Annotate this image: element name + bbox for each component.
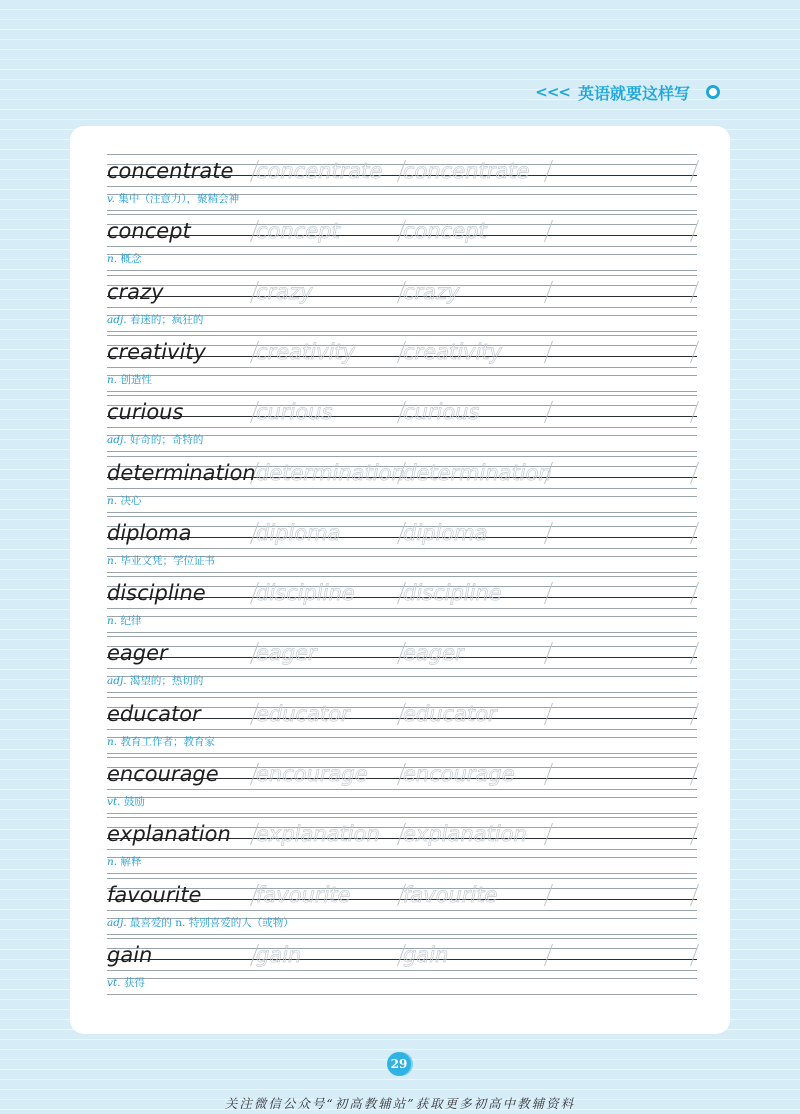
ruling-line (107, 938, 697, 939)
vocab-entry (107, 154, 697, 214)
ruling-line (107, 697, 697, 698)
vocab-entry (107, 214, 697, 274)
ruling-line (107, 970, 697, 971)
vocab-entry (107, 938, 697, 998)
vocab-word: favourite (107, 882, 202, 907)
trace-word: favourite (256, 882, 351, 907)
vocab-entry (107, 335, 697, 395)
vocab-meaning (107, 372, 152, 388)
ruling-line (107, 246, 697, 247)
vocab-meaning (107, 432, 203, 448)
part-of-speech: n. (107, 615, 118, 628)
trace-word: gain (256, 942, 302, 967)
vocab-word: educator (107, 701, 201, 726)
ruling-line (107, 572, 697, 573)
ruling-line (107, 275, 697, 276)
ruling-line (107, 451, 697, 452)
trace-word: explanation (256, 822, 380, 847)
vocab-meaning (107, 854, 141, 870)
chevrons-left-icon: <<< (535, 83, 570, 101)
definition: 决心 (117, 494, 142, 507)
trace-word: educator (256, 701, 350, 726)
trace-word: diploma (256, 520, 341, 545)
vocab-meaning (107, 312, 203, 328)
ruling-line (107, 668, 697, 669)
trace-word: crazy (403, 279, 460, 304)
vocab-word: determination (107, 460, 256, 485)
trace-word: favourite (403, 882, 498, 907)
ruling-line (107, 516, 697, 517)
part-of-speech: adj. (107, 916, 127, 929)
trace-word: explanation (403, 822, 527, 847)
vocab-meaning (107, 915, 294, 931)
ruling-line (107, 210, 697, 211)
ruling-line (107, 608, 697, 609)
vocab-entry (107, 636, 697, 696)
vocab-entry (107, 757, 697, 817)
vocab-meaning (107, 613, 141, 629)
ruling-line (107, 375, 697, 376)
ruling-line (107, 729, 697, 730)
part-of-speech: vt. (107, 976, 121, 989)
ruling-line (107, 186, 697, 187)
ruling-line (107, 395, 697, 396)
vocab-word: gain (107, 942, 153, 967)
definition: 纪律 (117, 615, 142, 628)
vocab-entry (107, 576, 697, 636)
footer-note: 关注微信公众号“初高教辅站”获取更多初高中教辅资料 (224, 1096, 576, 1111)
vocab-word: crazy (107, 279, 164, 304)
ruling-line (107, 616, 697, 617)
vocab-entry (107, 395, 697, 455)
part-of-speech: adj. (107, 434, 127, 447)
definition: 着迷的；疯狂的 (126, 313, 204, 326)
part-of-speech: n. (107, 735, 118, 748)
vocab-meaning (107, 251, 141, 267)
ruling-line (107, 994, 697, 995)
ring-icon (706, 85, 720, 99)
vocab-word: diploma (107, 520, 192, 545)
definition: 教育工作者；教育家 (117, 735, 215, 748)
ruling-line (107, 331, 697, 332)
definition: 获得 (120, 976, 145, 989)
ruling-line (107, 657, 697, 658)
trace-word: creativity (403, 339, 502, 364)
vocab-entry (107, 697, 697, 757)
definition: 鼓励 (120, 796, 145, 808)
trace-word: concentrate (256, 159, 383, 183)
vocab-entry (107, 817, 697, 877)
ruling-line (107, 307, 697, 308)
ruling-line (107, 214, 697, 215)
trace-word: gain (403, 942, 449, 967)
definition: 毕业文凭；学位证书 (117, 554, 215, 567)
trace-word: discipline (403, 581, 502, 606)
ruling-line (107, 488, 697, 489)
vocab-meaning (107, 734, 215, 750)
definition: 集中（注意力），聚精会神 (115, 193, 240, 205)
part-of-speech: adj. (107, 675, 127, 688)
trace-word: concept (256, 219, 340, 244)
trace-word: diploma (403, 520, 488, 545)
trace-word: concentrate (403, 159, 530, 183)
trace-word: crazy (256, 279, 313, 304)
vocab-entry (107, 878, 697, 938)
vocab-word: curious (107, 400, 184, 425)
trace-word: eager (403, 641, 464, 666)
part-of-speech: vt. (107, 796, 121, 808)
ruling-line (107, 296, 697, 297)
ruling-line (107, 285, 697, 286)
definition: 渴望的；热切的 (126, 675, 204, 688)
ruling-line (107, 632, 697, 633)
ruling-line (107, 391, 697, 392)
part-of-speech: n. (107, 373, 118, 386)
trace-word: creativity (256, 339, 355, 364)
vocab-word: concentrate (107, 159, 234, 183)
ruling-line (107, 910, 697, 911)
trace-word: discipline (256, 581, 355, 606)
trace-word: curious (403, 400, 480, 425)
definition: 最喜爱的 n. 特别喜爱的人（或物） (126, 916, 294, 929)
ruling-line (107, 270, 697, 271)
trace-word: concept (403, 219, 487, 244)
ruling-line (107, 427, 697, 428)
ruling-line (107, 692, 697, 693)
vocab-word: concept (107, 219, 191, 244)
definition: 解释 (117, 856, 142, 869)
part-of-speech: n. (107, 494, 118, 507)
vocab-meaning (107, 493, 141, 509)
part-of-speech: n. (107, 856, 118, 869)
ruling-line (107, 496, 697, 497)
trace-word: encourage (256, 762, 368, 786)
vocab-meaning (107, 975, 145, 991)
ruling-line (107, 254, 697, 255)
page-number: 29 (387, 1052, 411, 1076)
definition: 概念 (117, 253, 142, 266)
ruling-line (107, 512, 697, 513)
vocab-entry (107, 456, 697, 516)
vocab-meaning (107, 553, 215, 569)
section-title: 英语就要这样写 (577, 83, 690, 103)
ruling-line (107, 456, 697, 457)
ruling-line (107, 576, 697, 577)
vocab-meaning (107, 673, 203, 689)
ruling-line (107, 753, 697, 754)
trace-word: educator (403, 701, 497, 726)
ruling-line (107, 817, 697, 818)
vocab-word: creativity (107, 339, 206, 364)
ruling-line (107, 367, 697, 368)
part-of-speech: n. (107, 253, 118, 266)
part-of-speech: adj. (107, 313, 127, 326)
trace-word: encourage (403, 762, 515, 786)
ruling-line (107, 797, 697, 798)
vocab-meaning (107, 191, 239, 207)
vocab-word: explanation (107, 822, 231, 847)
vocab-word: discipline (107, 581, 206, 606)
vocab-word: encourage (107, 762, 219, 786)
vocab-entry (107, 275, 697, 335)
vocab-meaning (107, 794, 145, 810)
vocab-word: eager (107, 641, 168, 666)
trace-word: determination (256, 460, 405, 485)
trace-word: determination (403, 460, 552, 485)
trace-word: eager (256, 641, 317, 666)
ruling-line (107, 235, 697, 236)
ruling-line (107, 849, 697, 850)
vocab-entry (107, 516, 697, 576)
ruling-line (107, 757, 697, 758)
ruling-line (107, 548, 697, 549)
ruling-line (107, 873, 697, 874)
definition: 创造性 (117, 373, 152, 386)
trace-word: curious (256, 400, 333, 425)
ruling-line (107, 878, 697, 879)
ruling-line (107, 537, 697, 538)
ruling-line (107, 154, 697, 155)
ruling-line (107, 789, 697, 790)
ruling-line (107, 959, 697, 960)
part-of-speech: v. (107, 193, 116, 205)
ruling-line (107, 978, 697, 979)
ruling-line (107, 335, 697, 336)
section-header (535, 80, 720, 104)
ruling-line (107, 416, 697, 417)
ruling-line (107, 636, 697, 637)
ruling-line (107, 934, 697, 935)
ruling-line (107, 813, 697, 814)
ruling-line (107, 857, 697, 858)
practice-sheet (70, 126, 730, 1034)
definition: 好奇的；奇特的 (126, 434, 204, 447)
part-of-speech: n. (107, 554, 118, 567)
